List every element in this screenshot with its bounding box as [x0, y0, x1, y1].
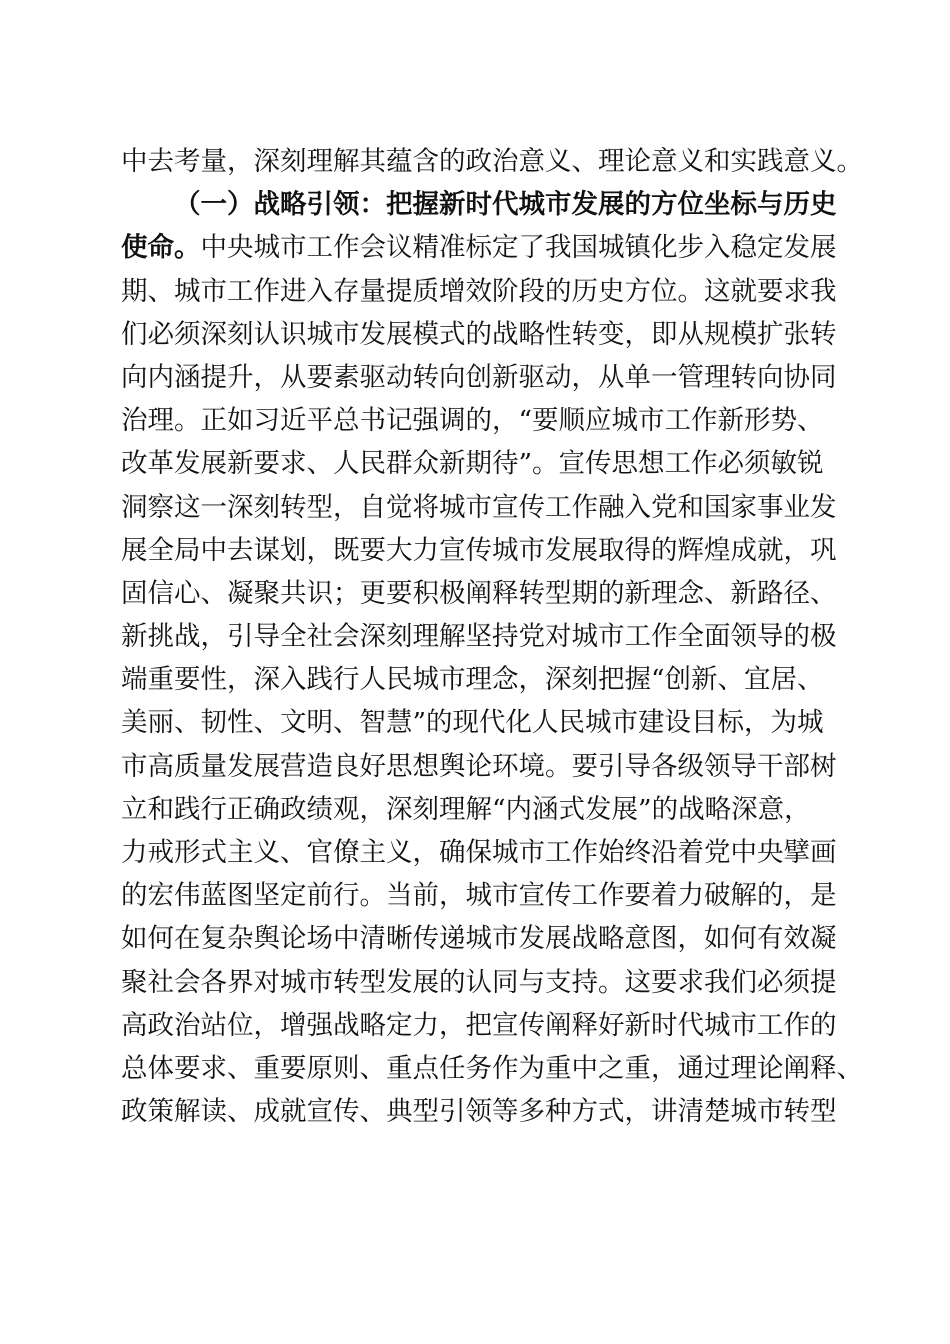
text-line: 的宏伟蓝图坚定前行。当前，城市宣传工作要着力破解的，是: [121, 880, 837, 912]
text-line: 端重要性，深入践行人民城市理念，深刻把握“创新、宜居、: [121, 664, 824, 696]
text-line: 向内涵提升，从要素驱动转向创新驱动，从单一管理转向协同: [121, 361, 837, 393]
body-text: [121, 140, 863, 1133]
text-line: 如何在复杂舆论场中清晰传递城市发展战略意图，如何有效凝: [121, 923, 837, 955]
text-line: 治理。正如习近平总书记强调的，“要顺应城市工作新形势、: [121, 405, 824, 437]
text-line: 中去考量，深刻理解其蕴含的政治意义、理论意义和实践意义。: [121, 146, 863, 177]
text-line: 政策解读、成就宣传、典型引领等多种方式，讲清楚城市转型: [121, 1096, 837, 1128]
text-line: 洞察这一深刻转型，自觉将城市宣传工作融入党和国家事业发: [121, 491, 837, 523]
section-heading: （一）战略引领：把握新时代城市发展的方位坐标与历史: [174, 189, 837, 221]
text-line: 们必须深刻认识城市发展模式的战略性转变，即从规模扩张转: [121, 318, 837, 350]
text-line: 力戒形式主义、官僚主义，确保城市工作始终沿着党中央擘画: [121, 837, 837, 868]
text-line: 展全局中去谋划，既要大力宣传城市发展取得的辉煌成就，巩: [121, 534, 837, 566]
text-line: 立和践行正确政绩观，深刻理解“内涵式发展”的战略深意，: [121, 793, 811, 825]
text-line: 总体要求、重要原则、重点任务作为重中之重，通过理论阐释、: [121, 1052, 863, 1084]
text-line: 使命。中央城市工作会议精准标定了我国城镇化步入稳定发展: [121, 232, 837, 264]
text-line: 美丽、韧性、文明、智慧”的现代化人民城市建设目标，为城: [121, 707, 824, 739]
text-line: 聚社会各界对城市转型发展的认同与支持。这要求我们必须提: [121, 966, 837, 998]
text-line: 新挑战，引导全社会深刻理解坚持党对城市工作全面领导的极: [121, 621, 837, 653]
section-heading-end: 使命。: [121, 232, 201, 264]
text-line: 市高质量发展营造良好思想舆论环境。要引导各级领导干部树: [121, 750, 837, 782]
text-line: 高政治站位，增强战略定力，把宣传阐释好新时代城市工作的: [121, 1009, 837, 1041]
text-line: 固信心、凝聚共识；更要积极阐释转型期的新理念、新路径、: [121, 577, 837, 609]
section-heading-line: [121, 183, 841, 226]
text-line: 期、城市工作进入存量提质增效阶段的历史方位。这就要求我: [121, 275, 837, 307]
text-line: 改革发展新要求、人民群众新期待”。宣传思想工作必须敏锐: [121, 448, 824, 480]
